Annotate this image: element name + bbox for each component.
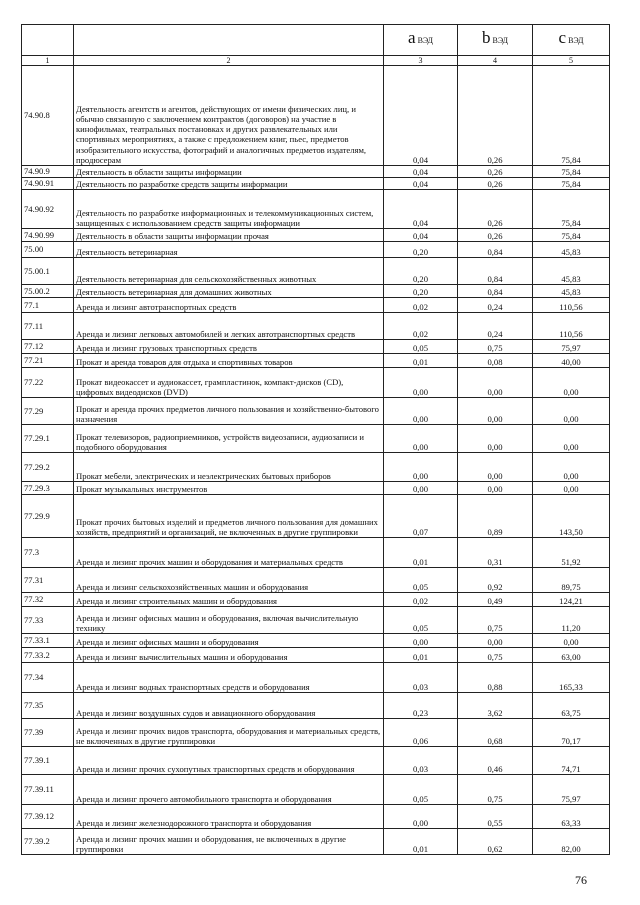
table-row	[22, 829, 610, 855]
table-row	[22, 482, 610, 495]
table-row	[22, 568, 610, 593]
row-name: Деятельность ветеринарная	[74, 242, 384, 258]
row-code: 77.1	[22, 298, 74, 313]
row-value-a: 0,03	[384, 747, 458, 775]
activity-coefficients-table	[21, 24, 610, 855]
row-value-c: 0,00	[533, 482, 610, 495]
row-code: 77.33	[22, 607, 74, 634]
row-name: Аренда и лизинг железнодорожного транспорта и оборудования	[74, 805, 384, 829]
header-b-cell: b ВЭД	[458, 25, 533, 56]
table-row	[22, 805, 610, 829]
row-name: Аренда и лизинг воздушных судов и авиационного оборудования	[74, 693, 384, 719]
row-value-b: 0,00	[458, 398, 533, 425]
row-value-c: 45,83	[533, 258, 610, 285]
table-row	[22, 747, 610, 775]
table-row	[22, 593, 610, 607]
row-code: 77.39.11	[22, 775, 74, 805]
row-value-a: 0,04	[384, 190, 458, 229]
table-row	[22, 398, 610, 425]
row-value-a: 0,04	[384, 66, 458, 166]
row-value-c: 0,00	[533, 634, 610, 648]
table-header-row	[22, 25, 610, 56]
row-value-c: 45,83	[533, 285, 610, 298]
row-value-a: 0,02	[384, 313, 458, 340]
row-value-b: 0,26	[458, 178, 533, 190]
table-row	[22, 368, 610, 398]
row-value-c: 110,56	[533, 298, 610, 313]
row-code: 74.90.99	[22, 229, 74, 242]
row-value-a: 0,01	[384, 829, 458, 855]
row-code: 77.35	[22, 693, 74, 719]
row-value-c: 82,00	[533, 829, 610, 855]
table-row	[22, 425, 610, 453]
row-value-b: 0,26	[458, 166, 533, 178]
row-value-b: 0,26	[458, 229, 533, 242]
table-row	[22, 298, 610, 313]
row-value-b: 0,75	[458, 607, 533, 634]
row-value-c: 75,84	[533, 229, 610, 242]
row-name: Деятельность агентств и агентов, действующих от имени физических лиц, и обычно связанную с заключением контрактов (договоров) на участие в кинофильмах, театральных постановках и других развлекательных или спортивных мероприятиях, а также с предложением книг, пьес, предметов изобразительного искусства, фотографий и аналогичных предметов издателям, продюсерам	[74, 66, 384, 166]
row-code: 77.29.2	[22, 453, 74, 482]
row-value-a: 0,00	[384, 398, 458, 425]
row-value-b: 0,84	[458, 258, 533, 285]
row-code: 77.39.1	[22, 747, 74, 775]
row-value-b: 0,00	[458, 453, 533, 482]
row-name: Аренда и лизинг легковых автомобилей и легких автотранспортных средств	[74, 313, 384, 340]
row-value-b: 0,92	[458, 568, 533, 593]
row-value-b: 0,89	[458, 495, 533, 538]
row-value-b: 0,31	[458, 538, 533, 568]
row-value-c: 75,97	[533, 775, 610, 805]
row-value-c: 11,20	[533, 607, 610, 634]
row-value-b: 0,00	[458, 368, 533, 398]
table-row	[22, 340, 610, 354]
row-name: Деятельность в области защиты информации прочая	[74, 229, 384, 242]
row-name: Деятельность по разработке средств защиты информации	[74, 178, 384, 190]
row-value-b: 0,88	[458, 663, 533, 693]
row-name: Прокат музыкальных инструментов	[74, 482, 384, 495]
row-value-c: 63,33	[533, 805, 610, 829]
row-value-c: 89,75	[533, 568, 610, 593]
row-value-b: 0,08	[458, 354, 533, 368]
row-value-b: 0,84	[458, 242, 533, 258]
header-c-cell: c ВЭД	[533, 25, 610, 56]
row-value-a: 0,20	[384, 285, 458, 298]
table-row	[22, 693, 610, 719]
column-number: 2	[74, 56, 384, 66]
column-number: 1	[22, 56, 74, 66]
row-value-b: 0,55	[458, 805, 533, 829]
row-value-a: 0,05	[384, 775, 458, 805]
row-code: 77.33.1	[22, 634, 74, 648]
row-value-c: 75,84	[533, 190, 610, 229]
row-name: Прокат мебели, электрических и неэлектрических бытовых приборов	[74, 453, 384, 482]
table-row	[22, 242, 610, 258]
row-name: Аренда и лизинг водных транспортных средств и оборудования	[74, 663, 384, 693]
table-row	[22, 648, 610, 663]
table-row	[22, 453, 610, 482]
row-value-a: 0,20	[384, 242, 458, 258]
column-number: 3	[384, 56, 458, 66]
row-name: Аренда и лизинг прочих видов транспорта, оборудования и материальных средств, не включенных в другие группировки	[74, 719, 384, 747]
row-value-b: 0,68	[458, 719, 533, 747]
row-value-c: 75,84	[533, 66, 610, 166]
header-name-cell	[74, 25, 384, 56]
row-value-c: 74,71	[533, 747, 610, 775]
column-number-row	[22, 56, 610, 66]
row-value-a: 0,05	[384, 568, 458, 593]
row-value-b: 0,49	[458, 593, 533, 607]
row-name: Прокат и аренда прочих предметов личного пользования и хозяйственно-бытового назначения	[74, 398, 384, 425]
row-code: 77.31	[22, 568, 74, 593]
row-code: 77.34	[22, 663, 74, 693]
row-value-a: 0,01	[384, 538, 458, 568]
table-row	[22, 719, 610, 747]
row-name: Аренда и лизинг офисных машин и оборудования	[74, 634, 384, 648]
row-code: 74.90.8	[22, 66, 74, 166]
table-row	[22, 178, 610, 190]
row-value-a: 0,05	[384, 607, 458, 634]
row-code: 75.00.2	[22, 285, 74, 298]
row-value-b: 0,26	[458, 66, 533, 166]
row-value-a: 0,04	[384, 166, 458, 178]
column-number: 5	[533, 56, 610, 66]
column-number: 4	[458, 56, 533, 66]
row-value-b: 3,62	[458, 693, 533, 719]
row-code: 74.90.92	[22, 190, 74, 229]
row-name: Аренда и лизинг прочего автомобильного транспорта и оборудования	[74, 775, 384, 805]
row-value-a: 0,02	[384, 593, 458, 607]
row-value-c: 124,21	[533, 593, 610, 607]
table-row	[22, 258, 610, 285]
header-a-cell: a ВЭД	[384, 25, 458, 56]
row-name: Аренда и лизинг строительных машин и оборудования	[74, 593, 384, 607]
row-value-c: 165,33	[533, 663, 610, 693]
row-value-b: 0,24	[458, 313, 533, 340]
row-value-c: 45,83	[533, 242, 610, 258]
row-code: 77.3	[22, 538, 74, 568]
row-value-a: 0,20	[384, 258, 458, 285]
row-value-a: 0,07	[384, 495, 458, 538]
table-row	[22, 166, 610, 178]
row-value-c: 75,97	[533, 340, 610, 354]
row-code: 74.90.9	[22, 166, 74, 178]
row-value-b: 0,75	[458, 775, 533, 805]
row-code: 75.00	[22, 242, 74, 258]
row-name: Прокат прочих бытовых изделий и предметов личного пользования для домашних хозяйств, предприятий и организаций, не включенных в другие группировки	[74, 495, 384, 538]
row-value-b: 0,00	[458, 634, 533, 648]
row-name: Деятельность ветеринарная для сельскохозяйственных животных	[74, 258, 384, 285]
row-code: 77.22	[22, 368, 74, 398]
row-value-c: 0,00	[533, 425, 610, 453]
row-value-a: 0,00	[384, 805, 458, 829]
row-name: Аренда и лизинг грузовых транспортных средств	[74, 340, 384, 354]
row-value-c: 0,00	[533, 398, 610, 425]
row-value-a: 0,00	[384, 368, 458, 398]
row-value-a: 0,04	[384, 229, 458, 242]
row-code: 77.21	[22, 354, 74, 368]
row-code: 77.39.2	[22, 829, 74, 855]
row-code: 77.11	[22, 313, 74, 340]
table-row	[22, 190, 610, 229]
row-value-c: 110,56	[533, 313, 610, 340]
row-value-c: 75,84	[533, 178, 610, 190]
row-value-c: 0,00	[533, 368, 610, 398]
table-row	[22, 285, 610, 298]
row-code: 77.29.3	[22, 482, 74, 495]
row-value-a: 0,04	[384, 178, 458, 190]
table-row	[22, 634, 610, 648]
row-value-c: 63,75	[533, 693, 610, 719]
table-row	[22, 607, 610, 634]
row-value-b: 0,84	[458, 285, 533, 298]
row-name: Аренда и лизинг вычислительных машин и оборудования	[74, 648, 384, 663]
row-name: Прокат телевизоров, радиоприемников, устройств видеозаписи, аудиозаписи и подобного оборудования	[74, 425, 384, 453]
row-code: 77.39	[22, 719, 74, 747]
row-value-b: 0,46	[458, 747, 533, 775]
row-value-b: 0,00	[458, 425, 533, 453]
row-value-c: 75,84	[533, 166, 610, 178]
row-value-c: 143,50	[533, 495, 610, 538]
table-row	[22, 354, 610, 368]
row-code: 77.29	[22, 398, 74, 425]
row-name: Аренда и лизинг офисных машин и оборудования, включая вычислительную технику	[74, 607, 384, 634]
row-value-c: 70,17	[533, 719, 610, 747]
row-value-a: 0,00	[384, 425, 458, 453]
row-name: Аренда и лизинг сельскохозяйственных машин и оборудования	[74, 568, 384, 593]
table-row	[22, 495, 610, 538]
row-name: Деятельность по разработке информационных и телекоммуникационных систем, защищенных с использованием средств защиты информации	[74, 190, 384, 229]
row-name: Аренда и лизинг автотранспортных средств	[74, 298, 384, 313]
row-code: 77.39.12	[22, 805, 74, 829]
table-row	[22, 229, 610, 242]
row-value-a: 0,06	[384, 719, 458, 747]
row-value-a: 0,00	[384, 482, 458, 495]
table-row	[22, 663, 610, 693]
row-value-a: 0,05	[384, 340, 458, 354]
row-name: Аренда и лизинг прочих машин и оборудования и материальных средств	[74, 538, 384, 568]
row-name: Прокат видеокассет и аудиокассет, грампластинок, компакт-дисков (CD), цифровых видеодисков (DVD)	[74, 368, 384, 398]
row-value-c: 63,00	[533, 648, 610, 663]
row-name: Аренда и лизинг прочих сухопутных транспортных средств и оборудования	[74, 747, 384, 775]
row-name: Прокат и аренда товаров для отдыха и спортивных товаров	[74, 354, 384, 368]
row-value-a: 0,01	[384, 354, 458, 368]
row-value-c: 51,92	[533, 538, 610, 568]
row-code: 77.33.2	[22, 648, 74, 663]
table-row	[22, 538, 610, 568]
row-value-c: 40,00	[533, 354, 610, 368]
row-value-b: 0,00	[458, 482, 533, 495]
row-value-a: 0,00	[384, 453, 458, 482]
row-value-a: 0,00	[384, 634, 458, 648]
table-row	[22, 66, 610, 166]
row-code: 77.12	[22, 340, 74, 354]
row-name: Деятельность в области защиты информации	[74, 166, 384, 178]
row-value-c: 0,00	[533, 453, 610, 482]
row-value-a: 0,01	[384, 648, 458, 663]
row-value-b: 0,26	[458, 190, 533, 229]
row-value-a: 0,03	[384, 663, 458, 693]
row-value-a: 0,02	[384, 298, 458, 313]
table-row	[22, 313, 610, 340]
header-code-cell	[22, 25, 74, 56]
row-value-b: 0,24	[458, 298, 533, 313]
row-code: 77.32	[22, 593, 74, 607]
table-row	[22, 775, 610, 805]
page-number: 76	[575, 873, 587, 887]
row-value-b: 0,75	[458, 340, 533, 354]
row-value-b: 0,75	[458, 648, 533, 663]
row-name: Аренда и лизинг прочих машин и оборудования, не включенных в другие группировки	[74, 829, 384, 855]
row-code: 74.90.91	[22, 178, 74, 190]
row-value-a: 0,23	[384, 693, 458, 719]
row-name: Деятельность ветеринарная для домашних животных	[74, 285, 384, 298]
row-code: 75.00.1	[22, 258, 74, 285]
row-value-b: 0,62	[458, 829, 533, 855]
row-code: 77.29.1	[22, 425, 74, 453]
row-code: 77.29.9	[22, 495, 74, 538]
